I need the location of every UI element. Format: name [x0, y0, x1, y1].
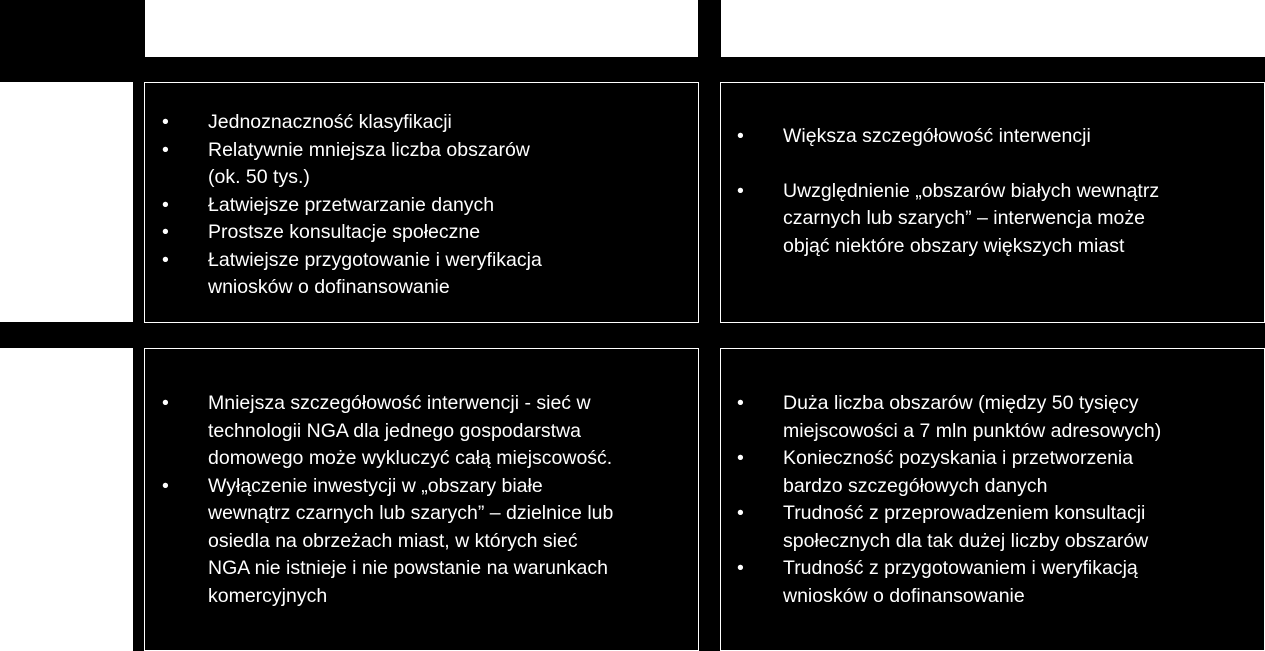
- bullet-icon: •: [162, 221, 169, 243]
- cell-bottom-right: [720, 348, 1265, 651]
- list-item-text: Łatwiejsze przetwarzanie danych: [208, 193, 495, 216]
- list-item: [162, 473, 692, 611]
- bullet-icon: •: [162, 138, 169, 161]
- list-item-text: Łatwiejsze przygotowanie i weryfikacja wniosków o dofinansowanie: [208, 248, 542, 298]
- list-item: [162, 192, 682, 220]
- list-item-text: Relatywnie mniejsza liczba obszarów (ok. 50 tys.): [208, 138, 530, 188]
- list-item: [737, 123, 1257, 151]
- list-item: [737, 555, 1262, 610]
- bullet-icon: •: [737, 502, 744, 524]
- list-item-text: Duża liczba obszarów (między 50 tysięcy miejscowości a 7 mln punktów adresowych): [783, 392, 1162, 442]
- list-item: [737, 500, 1262, 555]
- bullet-icon: •: [162, 474, 169, 497]
- list-item-text: Trudność z przeprowadzeniem konsultacji społecznych dla tak dużej liczby obszarów: [783, 502, 1149, 552]
- list-item-text: Wyłączenie inwestycji w „obszary białe wewnątrz czarnych lub szarych” – dzielnice lub osiedla na obrzeżach miast, w których sieć NGA nie istnieje i nie powstanie na warunkach komercyjnych: [208, 474, 614, 607]
- list-item: [162, 247, 682, 302]
- list-item-text: Trudność z przygotowaniem i weryfikacją wniosków o dofinansowanie: [783, 557, 1138, 607]
- bullet-icon: •: [737, 447, 744, 469]
- list-item: [162, 109, 682, 137]
- bullet-icon: •: [737, 392, 744, 414]
- cell-top-left: [144, 82, 699, 323]
- list-item: [737, 390, 1262, 445]
- list-item-text: Mniejsza szczegółowość interwencji - sieć w technologii NGA dla jednego gospodarstwa domowego może wykluczyć całą miejscowość.: [208, 392, 613, 469]
- list-item-text: Prostsze konsultacje społeczne: [208, 221, 481, 243]
- bullet-icon: •: [162, 248, 169, 271]
- list-item: [737, 178, 1257, 261]
- row-header-advantages: [0, 82, 133, 322]
- row-header-disadvantages: [0, 348, 133, 651]
- bullet-list-bottom-left: [162, 390, 692, 610]
- list-item: [162, 390, 692, 473]
- bullet-list-top-left: [162, 109, 682, 302]
- list-item-text: Większa szczegółowość interwencji: [783, 125, 1091, 147]
- header-cell-left: [145, 0, 698, 57]
- bullet-icon: •: [737, 557, 744, 579]
- list-item-text: Konieczność pozyskania i przetworzenia bardzo szczegółowych danych: [783, 447, 1134, 497]
- bullet-icon: •: [737, 179, 744, 202]
- cell-bottom-left: [144, 348, 699, 651]
- cell-top-right: [720, 82, 1265, 323]
- bullet-icon: •: [737, 125, 744, 147]
- bullet-icon: •: [162, 111, 169, 133]
- header-cell-right: [721, 0, 1265, 57]
- bullet-list-top-right: [737, 123, 1257, 260]
- list-item: [162, 219, 682, 247]
- list-item-text: Uwzględnienie „obszarów białych wewnątrz czarnych lub szarych” – interwencja może objąć niektóre obszary większych miast: [783, 179, 1160, 257]
- bullet-list-bottom-right: [737, 390, 1262, 610]
- bullet-icon: •: [162, 193, 169, 216]
- list-item-text: Jednoznaczność klasyfikacji: [208, 111, 452, 133]
- list-item: [162, 137, 682, 192]
- list-item: [737, 445, 1262, 500]
- bullet-icon: •: [162, 392, 169, 414]
